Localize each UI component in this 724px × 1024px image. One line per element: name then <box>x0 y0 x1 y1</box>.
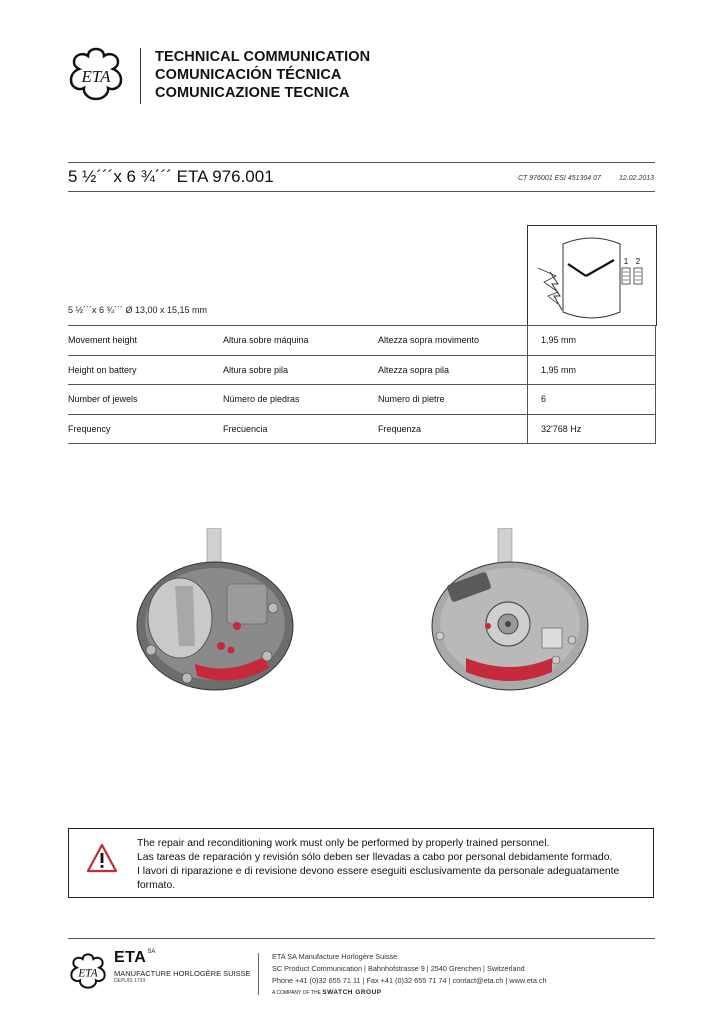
footer-address-line: Phone +41 (0)32 655 71 11 | Fax +41 (0)32 655 71 74 | contact@eta.ch | www.eta.ch <box>272 976 547 985</box>
label-pos-2: 2 <box>635 257 641 266</box>
movement-dial-side-image <box>135 528 295 703</box>
movement-back-side-image <box>430 528 590 703</box>
table-row <box>68 326 656 356</box>
product-name: 5 ½´´´x 6 ¾´´´ ETA 976.001 <box>68 167 274 186</box>
warning-icon <box>86 843 118 878</box>
footer-brand: ETA <box>114 949 147 966</box>
spec-it: Numero di pietre <box>378 385 528 415</box>
group-prefix: A COMPANY OF THE <box>272 990 321 996</box>
svg-text:ETA: ETA <box>81 67 111 86</box>
footer-manufacture: MANUFACTURE HORLOGÈRE SUISSE <box>114 969 251 978</box>
table-row <box>68 355 656 385</box>
spec-en: Movement height <box>68 326 223 356</box>
spec-en: Height on battery <box>68 355 223 385</box>
label-pos-1: 1 <box>623 257 629 266</box>
spec-it: Altezza sopra movimento <box>378 326 528 356</box>
footer-address <box>272 951 547 987</box>
footer-divider <box>258 953 259 995</box>
spec-it: Frequenza <box>378 414 528 444</box>
spec-value: 32'768 Hz <box>528 414 656 444</box>
table-row <box>68 385 656 415</box>
spec-it: Altezza sopra pila <box>378 355 528 385</box>
rule-bottom <box>68 191 655 192</box>
spec-table <box>68 325 656 444</box>
rule-top <box>68 162 655 163</box>
spec-en: Frequency <box>68 414 223 444</box>
footer-rule <box>68 938 655 939</box>
footer-address-line: SC Product Communication | Bahnhofstrasse 9 | 2540 Grenchen | Switzerland <box>272 964 525 973</box>
footer-since: DEPUIS 1793 <box>114 978 146 984</box>
spec-es: Altura sobre pila <box>223 355 378 385</box>
dimensions: 5 ½´´´x 6 ¾´´´ Ø 13,00 x 15,15 mm <box>68 305 208 315</box>
spec-value: 1,95 mm <box>528 326 656 356</box>
footer-address-line: ETA SA Manufacture Horlogère Suisse <box>272 952 398 961</box>
product-date: 12.02.2013 <box>619 175 655 182</box>
footer-logo <box>68 951 108 996</box>
title-es: COMUNICACIÓN TÉCNICA <box>155 67 342 83</box>
group-name: SWATCH GROUP <box>322 989 382 996</box>
spec-value: 6 <box>528 385 656 415</box>
product-reference: CT 976001 ESI 451304 07 <box>518 175 601 182</box>
spec-value: 1,95 mm <box>528 355 656 385</box>
warning-line-it: I lavori di riparazione e di revisione devono essere eseguiti esclusivamente da personale adeguatamente formato. <box>137 866 620 891</box>
spec-es: Frecuencia <box>223 414 378 444</box>
header-divider <box>140 48 141 104</box>
footer-company <box>114 949 251 984</box>
footer-brand-suffix: SA <box>147 949 156 955</box>
warning-line-en: The repair and reconditioning work must only be performed by properly trained personnel. <box>137 838 550 849</box>
warning-text <box>137 837 652 893</box>
title-en: TECHNICAL COMMUNICATION <box>155 49 371 65</box>
spec-en: Number of jewels <box>68 385 223 415</box>
title-it: COMUNICAZIONE TECNICA <box>155 85 350 101</box>
dial-diagram <box>527 225 657 326</box>
eta-logo <box>66 44 126 109</box>
spec-es: Número de piedras <box>223 385 378 415</box>
header-titles <box>155 48 370 102</box>
warning-line-es: Las tareas de reparación y revisión sólo deben ser llevadas a cabo por personal debidamente formado. <box>137 852 613 863</box>
svg-text:ETA: ETA <box>78 967 98 980</box>
swatch-group-line <box>272 989 382 996</box>
spec-es: Altura sobre máquina <box>223 326 378 356</box>
table-row <box>68 414 656 444</box>
